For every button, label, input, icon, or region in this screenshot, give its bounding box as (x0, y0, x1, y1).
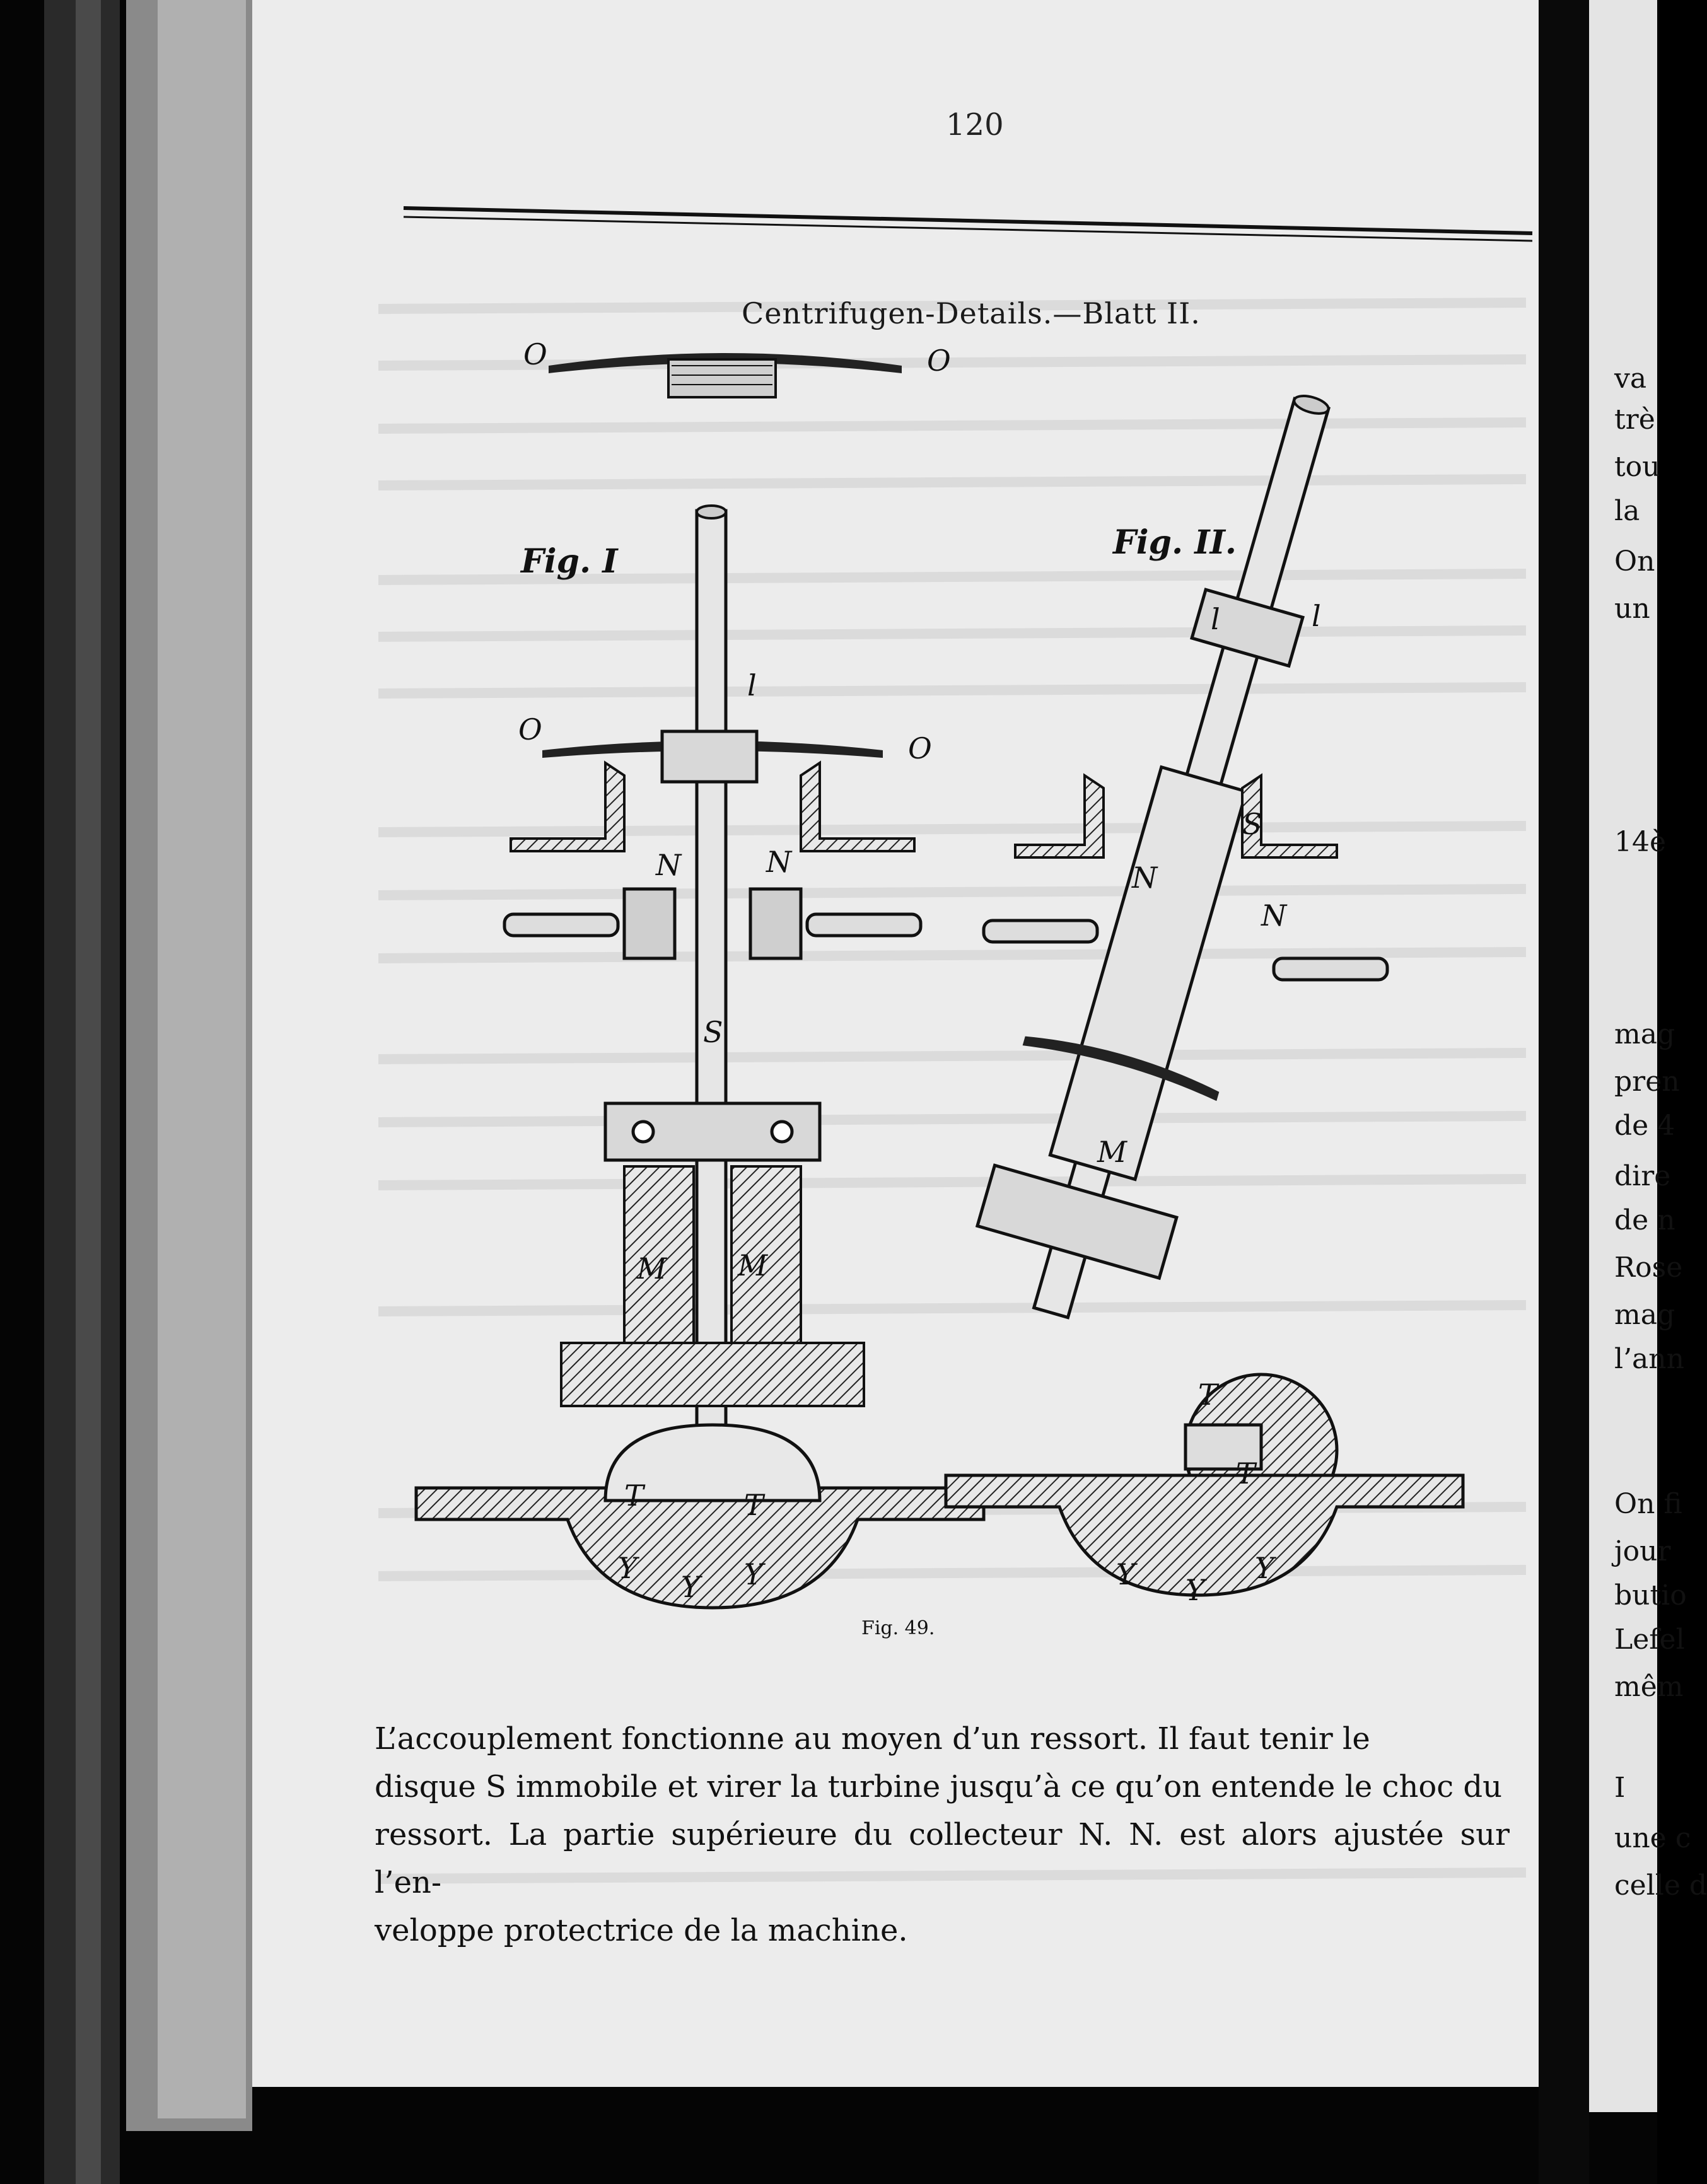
right-fragment: pren (1614, 1066, 1680, 1098)
right-fragment: l’ann (1614, 1343, 1684, 1375)
right-fragment: On (1614, 545, 1655, 578)
right-fragment: Rose (1614, 1252, 1683, 1284)
right-fragment: dire (1614, 1160, 1671, 1192)
fig1-label-M-left: M (637, 1252, 667, 1286)
fig1-label-l: l (747, 668, 757, 702)
figure-number: Fig. 49. (861, 1617, 935, 1639)
fig2-label-Y3: Y (1255, 1551, 1274, 1585)
body-line: ressort. La partie supérieure du collecteur N. N. est alors ajustée sur l’en- (375, 1817, 1510, 1900)
fig2-label-N-left: N (1132, 861, 1158, 895)
fig1-label-O-right: O (908, 731, 932, 765)
right-fragment: Lefel (1614, 1623, 1685, 1656)
right-fragment: une c (1614, 1822, 1691, 1854)
right-fragment: mag (1614, 1299, 1675, 1331)
page-number: 120 (946, 107, 1004, 142)
plate-caption: Centrifugen-Details.—Blatt II. (742, 296, 1201, 330)
body-paragraph (375, 1715, 1510, 1955)
fig1-label: Fig. I (521, 542, 618, 581)
fig2-label-l1: l (1211, 602, 1220, 636)
fig2-label-S: S (1242, 807, 1262, 841)
fig1-label-N-left: N (656, 848, 682, 882)
right-fragment: tou (1614, 451, 1660, 483)
right-fragment: un (1614, 593, 1650, 625)
fig2-label-N-right: N (1261, 898, 1287, 932)
fig2-label-Y1: Y (1116, 1557, 1136, 1591)
fig1-label-N-right: N (766, 845, 792, 879)
right-fragment: 14è (1614, 826, 1667, 858)
fig2-label-T1: T (1198, 1378, 1218, 1412)
label-top-right-O: O (927, 344, 951, 378)
fig1-label-T-right: T (744, 1488, 764, 1522)
right-fragment: la (1614, 495, 1640, 527)
body-line: veloppe protectrice de la machine. (375, 1913, 908, 1948)
right-fragment: I (1614, 1772, 1626, 1804)
header-rule (404, 202, 1539, 252)
right-fragment: butio (1614, 1579, 1687, 1612)
right-fragment: va (1614, 363, 1647, 395)
right-fragment: jour (1614, 1535, 1671, 1567)
fig1-drawing (416, 498, 984, 1608)
fig2-label-T2: T (1236, 1456, 1255, 1490)
label-top-left-O: O (523, 337, 547, 371)
fig1-label-S: S (703, 1015, 723, 1049)
right-fragment: mag (1614, 1018, 1675, 1050)
right-fragment: celle d (1614, 1869, 1707, 1902)
right-fragment: On fi (1614, 1488, 1682, 1520)
body-line: L’accouplement fonctionne au moyen d’un ressort. Il faut tenir le (375, 1721, 1370, 1757)
fig1-label-T-left: T (624, 1478, 644, 1513)
fig2-label-M: M (1097, 1135, 1127, 1169)
fig1-label-Y3: Y (744, 1557, 764, 1591)
top-disk-drawing (542, 328, 921, 404)
right-fragment: mêm (1614, 1671, 1684, 1703)
fig1-label-O-left: O (518, 712, 542, 746)
body-line: disque S immobile et virer la turbine jusqu’à ce qu’on entende le choc du (375, 1769, 1503, 1804)
right-fragment: trè (1614, 404, 1655, 436)
fig1-label-Y1: Y (618, 1551, 638, 1585)
right-fragment: de n (1614, 1204, 1675, 1236)
fig2-label-Y2: Y (1186, 1573, 1205, 1607)
right-fragment: de 4 (1614, 1110, 1675, 1142)
fig2-label-l2: l (1312, 599, 1321, 633)
fig1-label-Y2: Y (681, 1570, 701, 1604)
fig1-label-M-right: M (738, 1248, 768, 1282)
fig2-label: Fig. II. (1113, 523, 1237, 562)
